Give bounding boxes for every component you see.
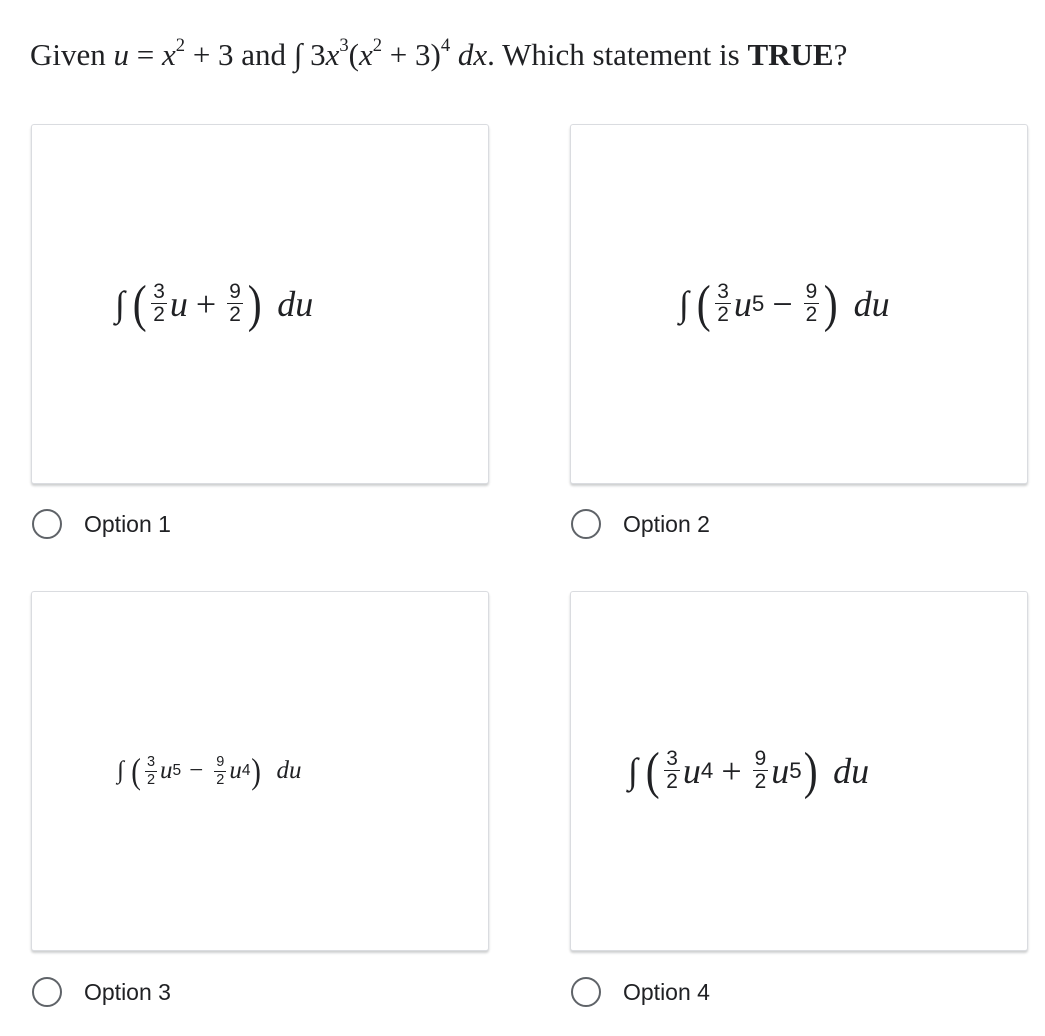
u-variable: u: [771, 750, 790, 791]
exponent: 2: [372, 35, 383, 57]
denominator: 2: [805, 303, 818, 327]
fraction: [151, 279, 167, 327]
denominator: 2: [216, 771, 225, 788]
option-2-label[interactable]: Option 2: [623, 510, 710, 537]
close-paren: ): [823, 274, 838, 333]
fraction: [664, 746, 680, 794]
u-variable: u: [113, 37, 130, 72]
open-paren: (: [132, 274, 147, 333]
integral-sign: ∫: [115, 283, 125, 324]
denominator: 2: [717, 303, 729, 327]
fraction: [227, 279, 243, 327]
conjunction: and: [241, 37, 287, 72]
option-4-label[interactable]: Option 4: [623, 978, 710, 1005]
option-1-image-card[interactable]: [31, 124, 489, 484]
fraction: [753, 746, 769, 794]
fraction: [804, 279, 820, 327]
question-mark: ?: [833, 37, 848, 72]
operator: +: [195, 283, 217, 324]
option-4-choice[interactable]: [571, 974, 710, 1010]
u-variable: u: [160, 757, 173, 784]
u-variable: u: [682, 750, 701, 791]
differential: du: [833, 750, 870, 791]
option-3-choice[interactable]: [32, 974, 171, 1010]
open-paren: (: [348, 37, 359, 72]
integral-sign: ∫: [628, 750, 638, 791]
option-3-image-card[interactable]: [31, 591, 489, 951]
denominator: 2: [666, 770, 678, 794]
denominator: 2: [754, 770, 767, 794]
denominator: 2: [229, 303, 241, 327]
option-1-expression: [115, 274, 314, 333]
u-variable: u: [229, 757, 242, 784]
exponent: 4: [440, 35, 451, 57]
coefficient: 3: [310, 37, 326, 72]
denominator: 2: [153, 303, 165, 327]
close-paren: ): [251, 750, 262, 791]
fraction: [214, 755, 226, 787]
open-paren: (: [131, 750, 141, 791]
differential: dx: [457, 37, 488, 72]
option-1-choice[interactable]: [32, 506, 171, 542]
integral-sign: ∫: [117, 757, 124, 784]
exponent: 2: [175, 35, 186, 57]
option-1-radio[interactable]: [32, 509, 62, 539]
option-3-expression: ∫ ( $\frac{3}{2}$ u 5 − $\frac{9}{2}$ u 4 ) du: [117, 750, 302, 791]
open-paren: (: [645, 741, 660, 800]
operator: +: [721, 750, 742, 791]
question-prefix: Given: [30, 37, 106, 72]
operator: −: [189, 757, 204, 784]
option-2-expression: ∫ ( $\frac{3}{2}$ u 5 − $\frac{9}{2}$ ) du: [679, 274, 890, 333]
open-paren: (: [696, 274, 711, 333]
close-paren: ): [803, 741, 818, 800]
differential: du: [277, 283, 314, 324]
numerator: 9: [216, 754, 225, 770]
constant-term: + 3: [192, 37, 234, 72]
numerator: 9: [754, 746, 767, 770]
numerator: 3: [153, 279, 165, 303]
fraction: [145, 755, 157, 787]
option-2-radio[interactable]: [571, 509, 601, 539]
numerator: 3: [666, 746, 678, 770]
numerator: 9: [229, 279, 241, 303]
operator: −: [772, 283, 793, 324]
denominator: 2: [146, 771, 156, 788]
option-4-image-card[interactable]: [570, 591, 1028, 951]
numerator: 9: [805, 279, 818, 303]
u-variable: u: [169, 283, 188, 324]
x-variable: x: [325, 37, 340, 72]
option-2-image-card[interactable]: [570, 124, 1028, 484]
close-paren: ): [247, 274, 262, 333]
differential: du: [853, 283, 890, 324]
numerator: 3: [717, 279, 729, 303]
question-emphasis: TRUE: [747, 37, 834, 72]
fraction: [715, 279, 731, 327]
option-4-expression: ∫ ( $\frac{3}{2}$ u 4 + $\frac{9}{2}$ u 5 ) du: [628, 741, 870, 800]
x-variable: x: [358, 37, 373, 72]
option-3-label[interactable]: Option 3: [84, 978, 171, 1005]
option-4-radio[interactable]: [571, 977, 601, 1007]
question-suffix: . Which statement is: [487, 37, 740, 72]
inner-rest: + 3): [389, 37, 441, 72]
integral-sign: ∫: [679, 283, 689, 324]
x-variable: x: [162, 37, 176, 72]
exponent: 3: [339, 35, 349, 57]
option-2-choice[interactable]: [571, 506, 710, 542]
differential: du: [276, 757, 302, 784]
integral-sign: ∫: [293, 37, 303, 72]
equals-sign: =: [136, 37, 155, 72]
option-1-label[interactable]: Option 1: [84, 510, 171, 537]
question-text: [30, 30, 1020, 80]
u-variable: u: [733, 283, 752, 324]
option-3-radio[interactable]: [32, 977, 62, 1007]
numerator: 3: [146, 754, 156, 770]
